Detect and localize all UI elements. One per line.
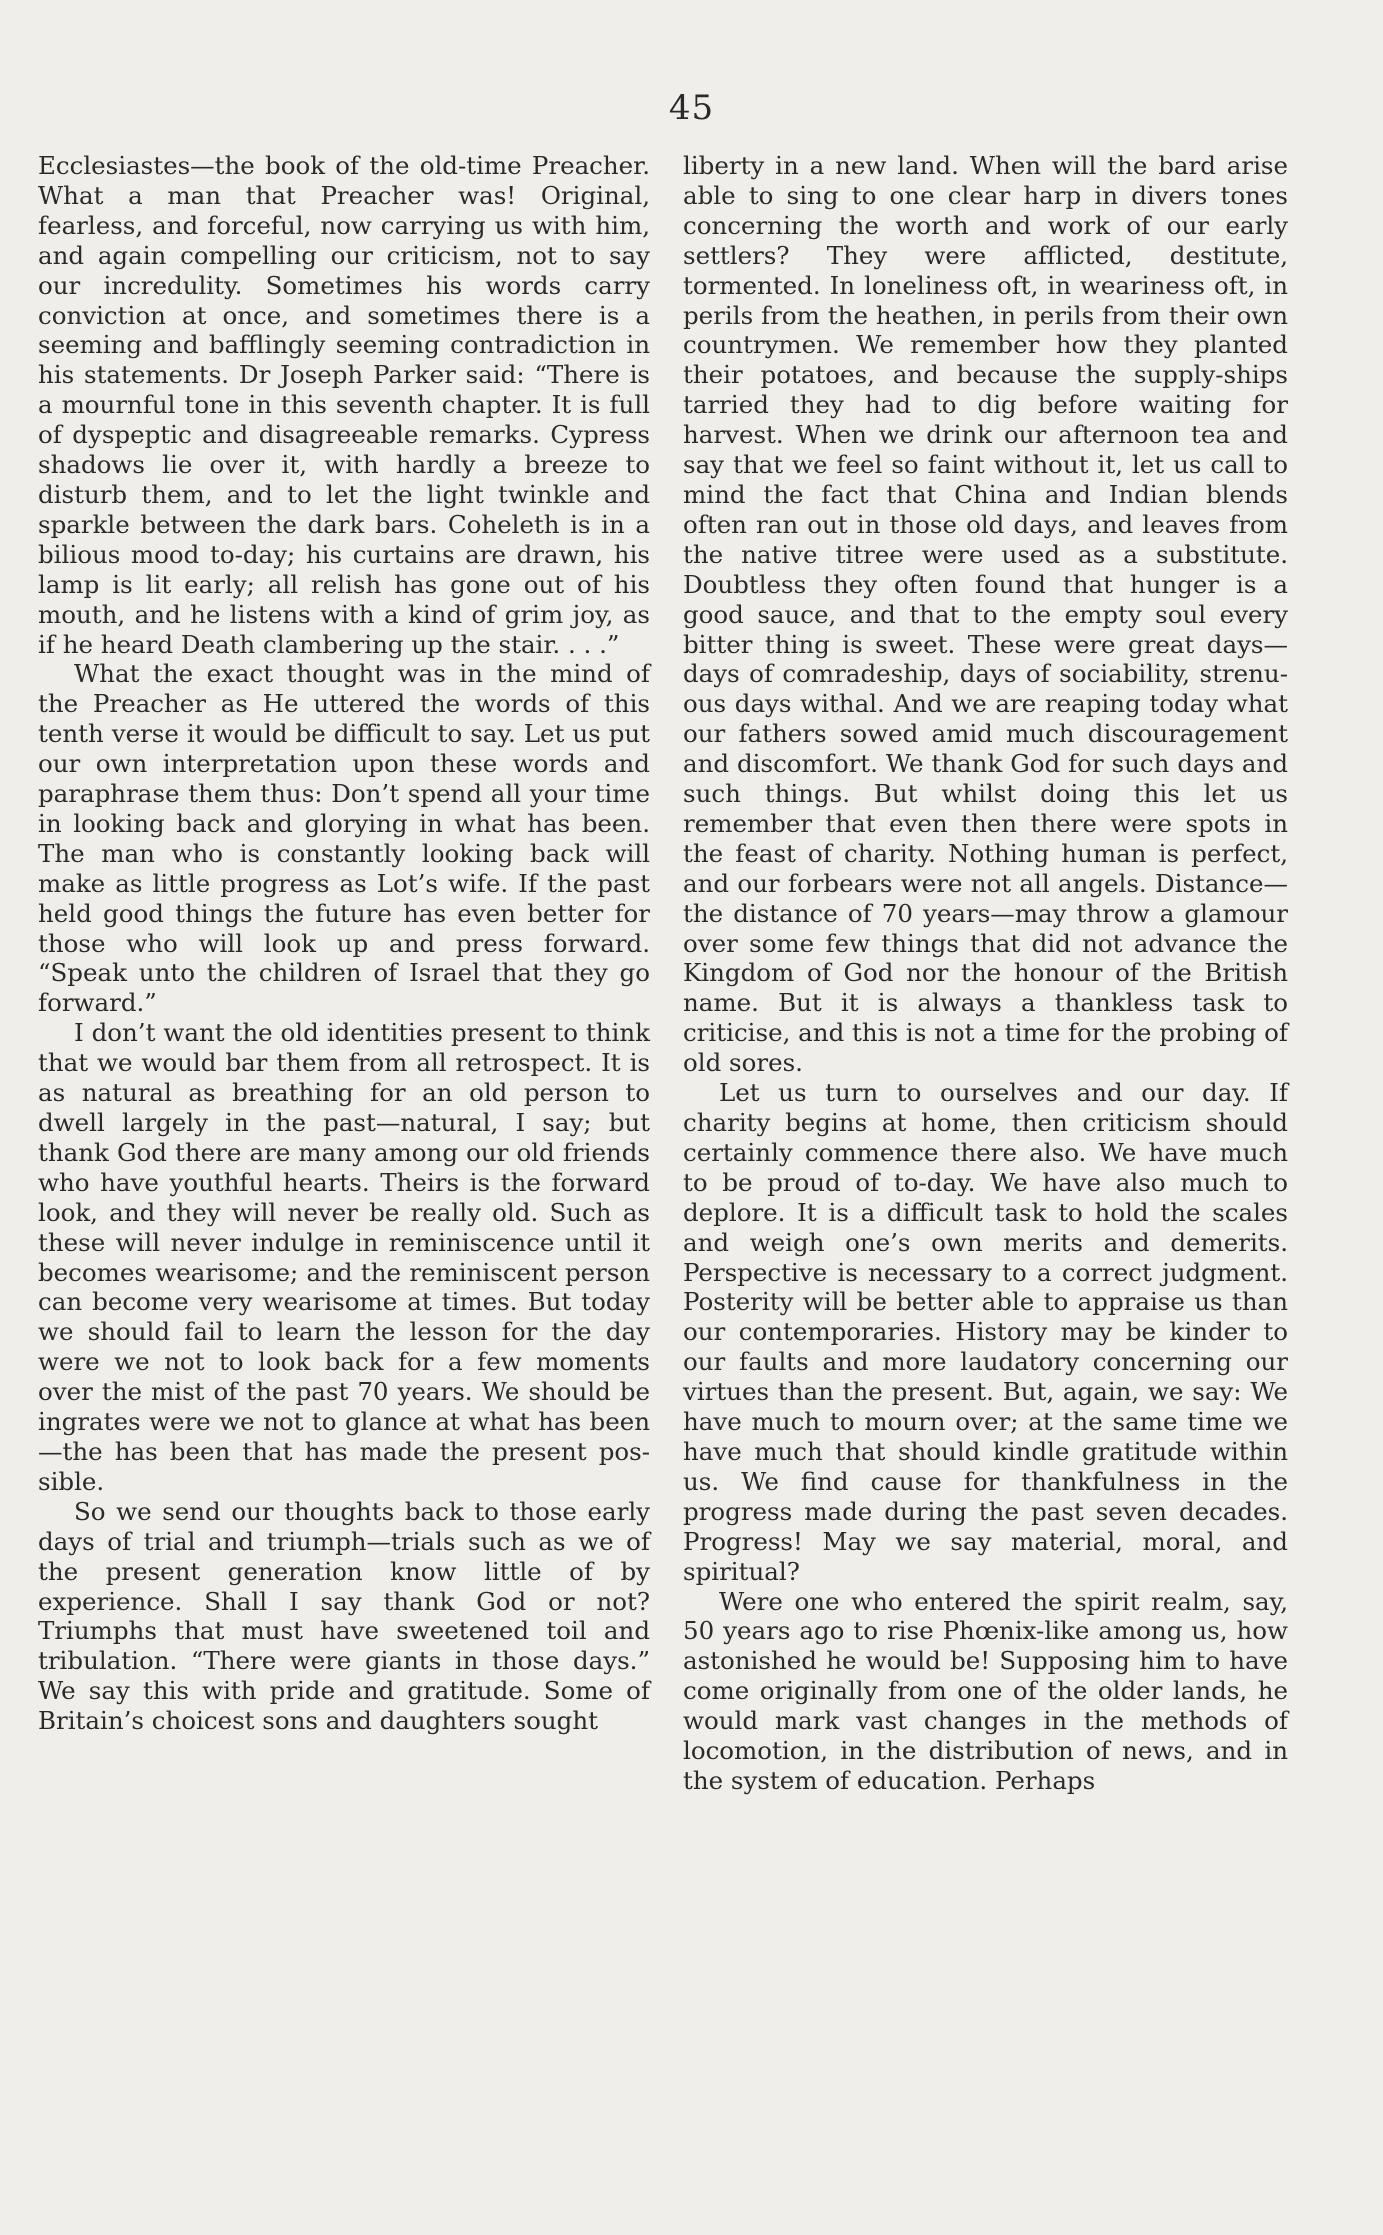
page-number: 45 [668, 88, 715, 128]
paragraph: Let us turn to ourselves and our day. If charity begins at home, then criticism should certainly commence there also. We have much to be proud of to-day. We have also much to deplore. It is a difficult task to hold the scales and weigh one’s own merits and demerits. Perspective is necessary to a correct judgment. Posterity will be better able to appraise us than our contemporaries. History may be kinder to our faults and more laudatory concerning our virtues than the present. But, again, we say: We have much to mourn over; at the same time we have much that should kindle gratitude within us. We find cause for thankfulness in the progress made during the past seven decades. Progress! May we say material, moral, and spiritual? [683, 1078, 1288, 1586]
paragraph: Were one who entered the spirit realm, say, 50 years ago to rise Phœnix-like among us, how astonished he would be! Supposing him to have come originally from one of the older lands, he would mark vast changes in the methods of locomotion, in the distribution of news, and in the system of education. Perhaps [683, 1586, 1288, 1795]
paragraph: liberty in a new land. When will the bard arise able to sing to one clear harp in divers tones concerning the worth and work of our early settlers? They were afflicted, destitute, tormented. In loneliness oft, in weariness oft, in perils from the heathen, in perils from their own countrymen. We remember how they planted their potatoes, and because the supply-ships tarried they had to dig before waiting for harvest. When we drink our afternoon tea and say that we feel so faint without it, let us call to mind the fact that China and Indian blends often ran out in those old days, and leaves from the native titree were used as a substitute. Doubtless they often found that hunger is a good sauce, and that to the empty soul every bitter thing is sweet. These were great days—days of comradeship, days of sociability, strenuous days withal. And we are reaping today what our fathers sowed amid much discouragement and discomfort. We thank God for such days and such things. But whilst doing this let us remember that even then there were spots in the feast of charity. Nothing human is perfect, and our forbears were not all angels. Distance—the distance of 70 years—may throw a glamour over some few things that did not advance the Kingdom of God nor the honour of the British name. But it is always a thankless task to criticise, and this is not a time for the probing of old sores. [683, 151, 1288, 1078]
paragraph: I don’t want the old identities present to think that we would bar them from all retrospect. It is as natural as breathing for an old person to dwell largely in the past—natural, I say; but thank God there are many among our old friends who have youthful hearts. Theirs is the forward look, and they will never be really old. Such as these will never indulge in reminiscence until it becomes wearisome; and the reminiscent person can become very wearisome at times. But today we should fail to learn the lesson for the day were we not to look back for a few moments over the mist of the past 70 years. We should be ingrates were we not to glance at what has been—the has been that has made the present possible. [38, 1018, 650, 1496]
paragraph: What the exact thought was in the mind of the Preacher as He uttered the words of this tenth verse it would be difficult to say. Let us put our own interpretation upon these words and paraphrase them thus: Don’t spend all your time in looking back and glorying in what has been. The man who is constantly looking back will make as little progress as Lot’s wife. If the past held good things the future has even better for those who will look up and press forward. “Speak unto the children of Israel that they go forward.” [38, 659, 650, 1018]
right-column [683, 151, 1288, 1796]
paragraph: So we send our thoughts back to those early days of trial and triumph—trials such as we of the present generation know little of by experience. Shall I say thank God or not? Triumphs that must have sweetened toil and tribulation. “There were giants in those days.” We say this with pride and gratitude. Some of Britain’s choicest sons and daughters sought [38, 1496, 650, 1736]
left-column [38, 151, 650, 1736]
paragraph: Ecclesiastes—the book of the old-time Preacher. What a man that Preacher was! Original, fearless, and forceful, now carrying us with him, and again compelling our criticism, not to say our incredulity. Sometimes his words carry conviction at once, and sometimes there is a seeming and bafflingly seeming contradiction in his statements. Dr Joseph Parker said: “There is a mournful tone in this seventh chapter. It is full of dyspeptic and disagreeable remarks. Cypress shadows lie over it, with hardly a breeze to disturb them, and to let the light twinkle and sparkle between the dark bars. Coheleth is in a bilious mood to-day; his curtains are drawn, his lamp is lit early; all relish has gone out of his mouth, and he listens with a kind of grim joy, as if he heard Death clambering up the stair. . . .” [38, 151, 650, 659]
